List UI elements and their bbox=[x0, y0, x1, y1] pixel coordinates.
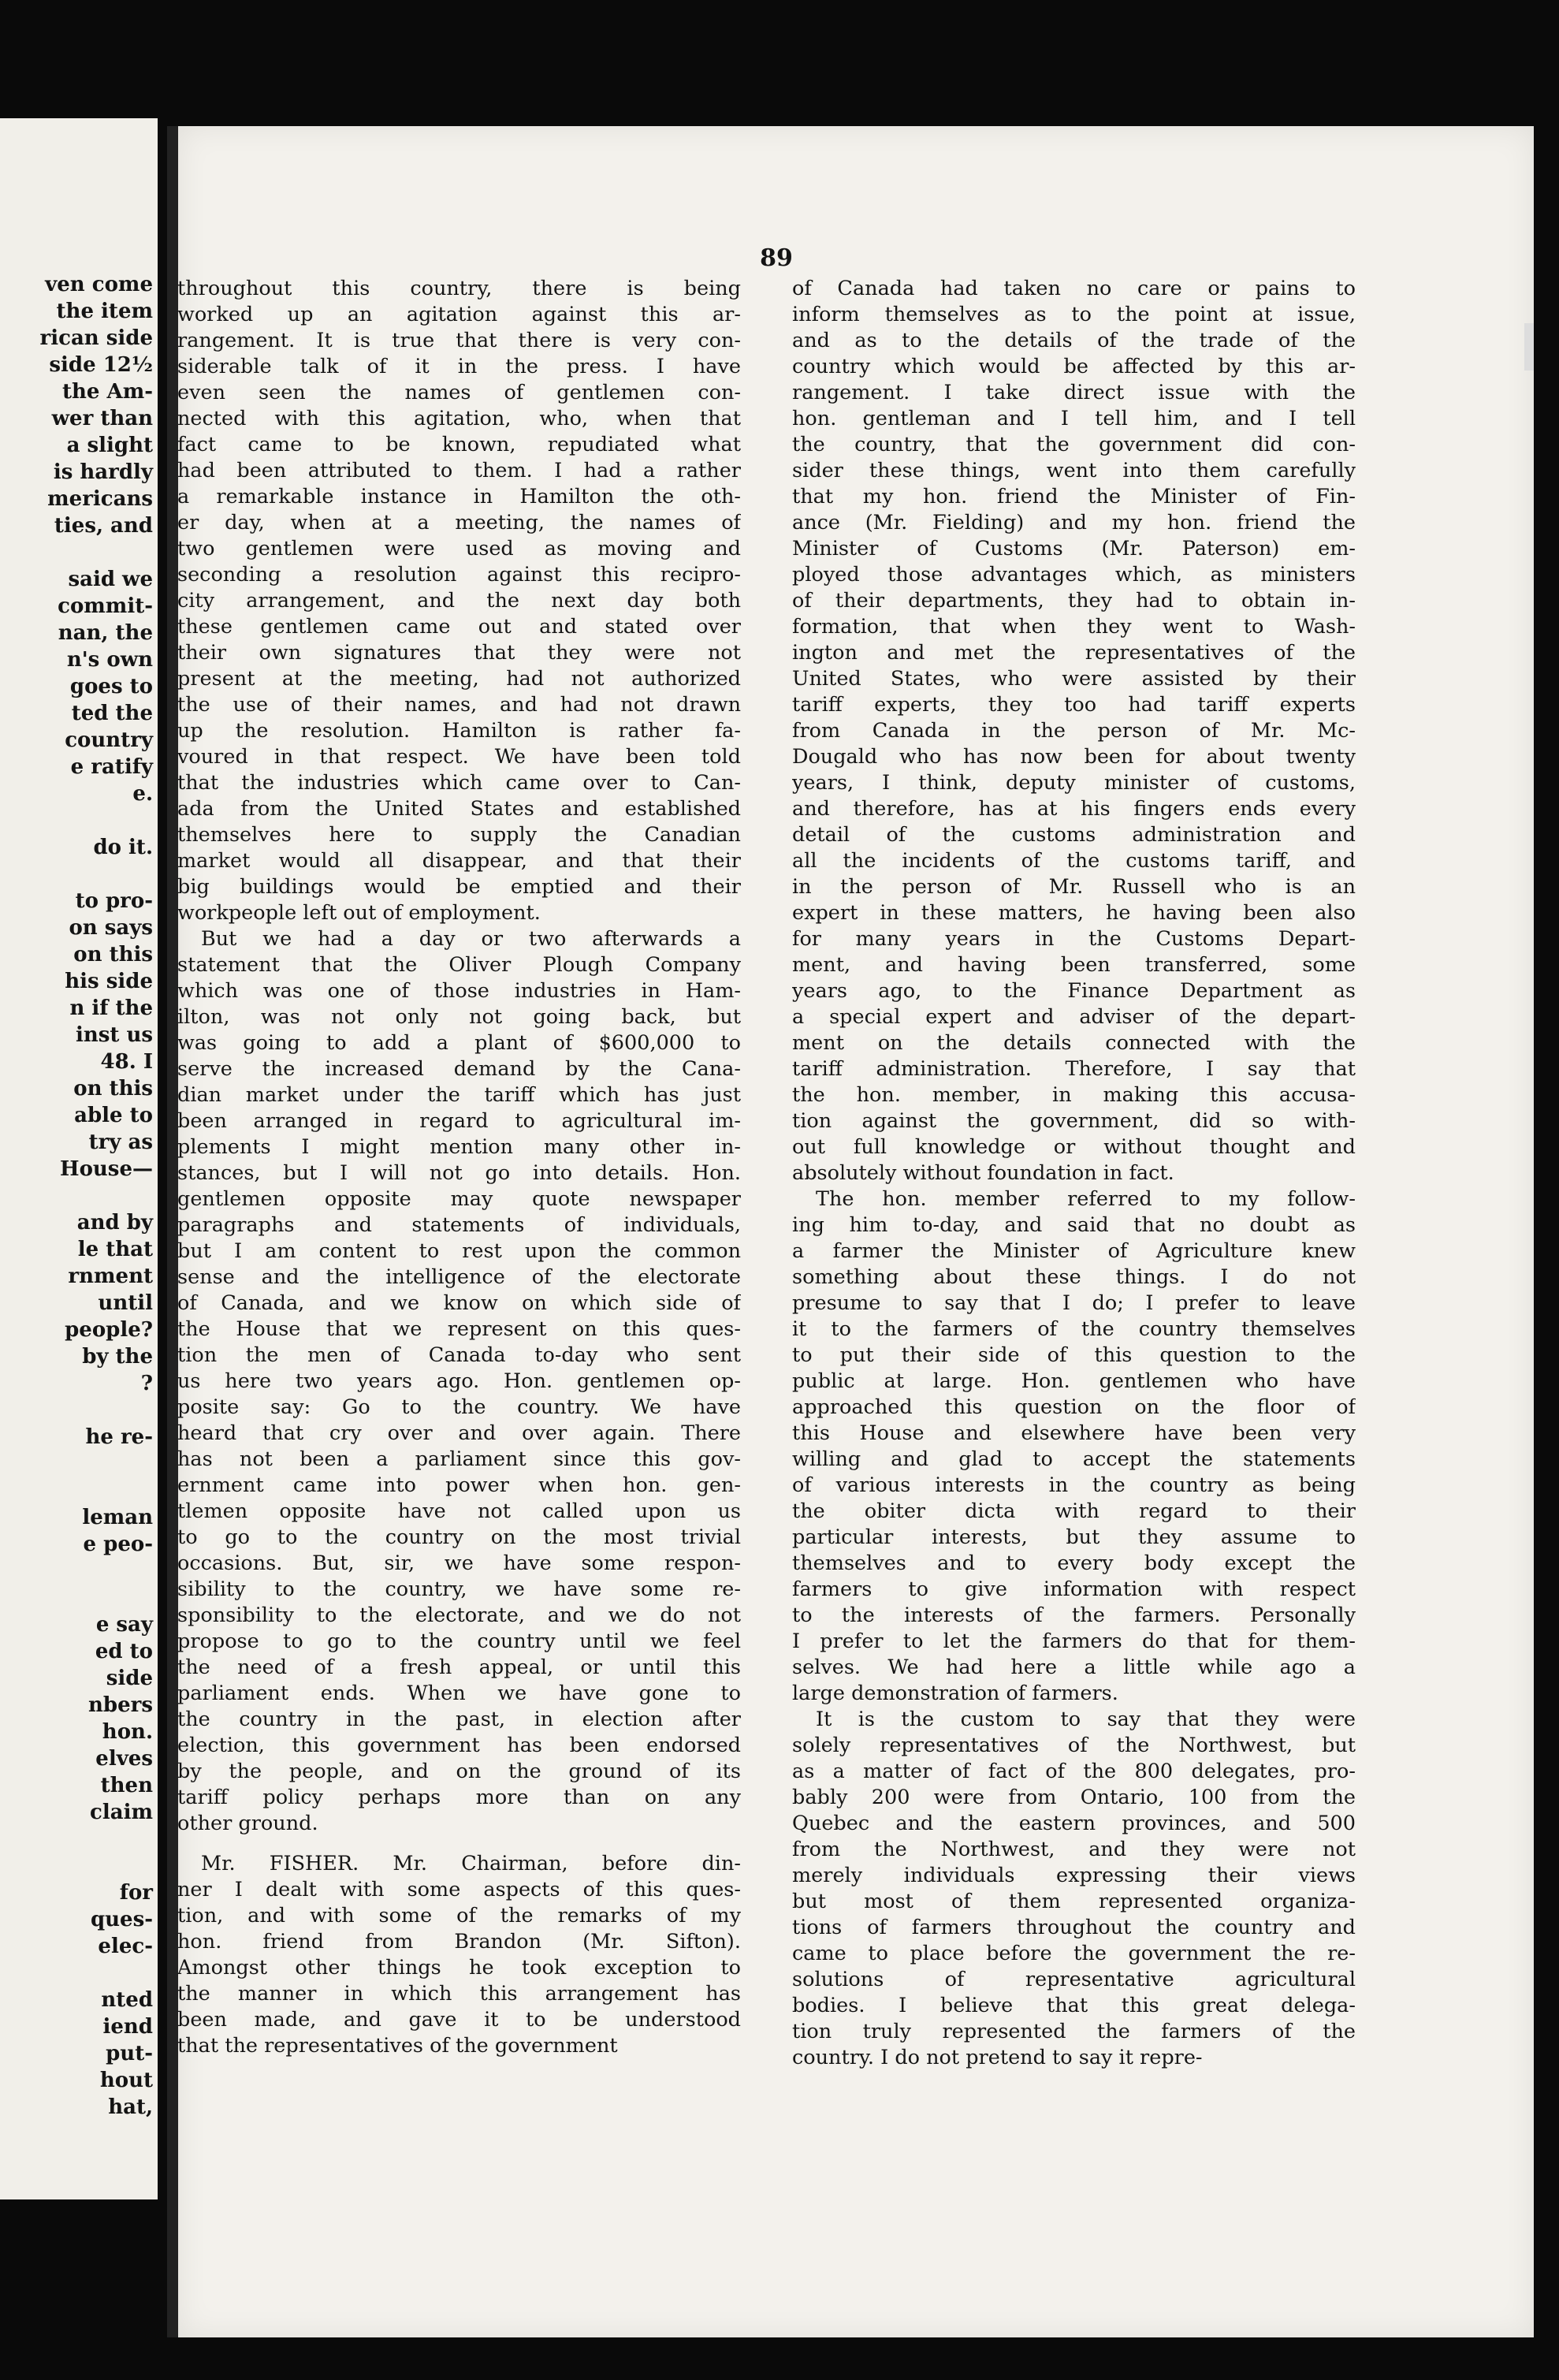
paragraph bbox=[792, 276, 1356, 1186]
fragment-line: rnment bbox=[68, 1264, 153, 1288]
text-line: absolutely without foundation in fact. bbox=[792, 1161, 1174, 1185]
text-line: plements I might mention many other in- bbox=[177, 1135, 741, 1159]
fragment-line: elec- bbox=[98, 1935, 153, 1958]
fragment-line: e. bbox=[132, 782, 153, 806]
text-line: tariff experts, they too had tariff experts bbox=[792, 693, 1356, 717]
text-line: been made, and gave it to be understood bbox=[177, 2008, 741, 2032]
text-line: been arranged in regard to agricultural im- bbox=[177, 1109, 741, 1133]
page-edge-mark bbox=[1524, 323, 1534, 371]
fragment-line: hout bbox=[99, 2069, 153, 2092]
fragment-line: by the bbox=[82, 1345, 153, 1369]
fragment-line: hon. bbox=[102, 1720, 153, 1744]
fragment-line: side 12½ bbox=[49, 353, 153, 377]
text-line: by the people, and on the ground of its bbox=[177, 1760, 741, 1783]
text-line: the need of a fresh appeal, or until this bbox=[177, 1656, 741, 1679]
text-line: gentlemen opposite may quote newspaper bbox=[177, 1187, 741, 1211]
text-line: years ago, to the Finance Department as bbox=[792, 979, 1356, 1003]
text-line: farmers to give information with respect bbox=[792, 1577, 1356, 1601]
text-line: came to place before the government the re- bbox=[792, 1942, 1356, 1965]
text-line: sense and the intelligence of the electorate bbox=[177, 1265, 741, 1289]
fragment-line: and by bbox=[76, 1211, 153, 1235]
text-line: dian market under the tariff which has just bbox=[177, 1083, 741, 1107]
text-line: rangement. I take direct issue with the bbox=[792, 381, 1356, 404]
text-line: United States, who were assisted by their bbox=[792, 667, 1356, 691]
text-line: sider these things, went into them carefully bbox=[792, 459, 1356, 482]
text-line: the obiter dicta with regard to their bbox=[792, 1499, 1356, 1523]
text-line: something about these things. I do not bbox=[792, 1265, 1356, 1289]
text-line: fact came to be known, repudiated what bbox=[177, 433, 741, 456]
fragment-line: n if the bbox=[69, 996, 153, 1020]
paragraph bbox=[177, 276, 741, 926]
fragment-line: n's own bbox=[66, 648, 153, 672]
text-line: their own signatures that they were not bbox=[177, 641, 741, 665]
text-line: parliament ends. When we have gone to bbox=[177, 1682, 741, 1705]
fragment-line: hat, bbox=[108, 2095, 153, 2119]
text-line: ing him to-day, and said that no doubt as bbox=[792, 1213, 1356, 1237]
text-line: the country in the past, in election after bbox=[177, 1708, 741, 1731]
text-line: heard that cry over and over again. There bbox=[177, 1421, 741, 1445]
text-line: siderable talk of it in the press. I have bbox=[177, 355, 741, 378]
text-line: was going to add a plant of $600,000 to bbox=[177, 1031, 741, 1055]
page-number: 89 bbox=[760, 244, 793, 272]
fragment-line: people? bbox=[65, 1318, 153, 1342]
text-line: tariff policy perhaps more than on any bbox=[177, 1786, 741, 1809]
text-line: approached this question on the floor of bbox=[792, 1395, 1356, 1419]
text-line: hon. friend from Brandon (Mr. Sifton). bbox=[177, 1930, 741, 1954]
fragment-line: ed to bbox=[95, 1640, 153, 1663]
text-line: detail of the customs administration and bbox=[792, 823, 1356, 847]
text-line: Minister of Customs (Mr. Paterson) em- bbox=[792, 537, 1356, 561]
fragment-line: on says bbox=[69, 916, 153, 940]
text-line: solely representatives of the Northwest, but bbox=[792, 1734, 1356, 1757]
text-line: sibility to the country, we have some re- bbox=[177, 1577, 741, 1601]
fragment-line: le that bbox=[77, 1238, 153, 1261]
fragment-line: iend bbox=[102, 2015, 153, 2039]
text-line: Amongst other things he took exception to bbox=[177, 1956, 741, 1980]
text-line: Quebec and the eastern provinces, and 500 bbox=[792, 1812, 1356, 1835]
text-line: serve the increased demand by the Cana- bbox=[177, 1057, 741, 1081]
fragment-line: ties, and bbox=[54, 514, 153, 538]
fragment-line: ven come bbox=[45, 273, 153, 296]
text-line: that the representatives of the government bbox=[177, 2034, 618, 2058]
fragment-line: 48. I bbox=[100, 1050, 153, 1074]
text-line: ernment came into power when hon. gen- bbox=[177, 1473, 741, 1497]
paragraph bbox=[177, 1851, 741, 2059]
fragment-line: e say bbox=[95, 1613, 153, 1637]
fragment-line: he re- bbox=[85, 1425, 153, 1449]
text-line: it to the farmers of the country themselves bbox=[792, 1317, 1356, 1341]
text-line: ment, and having been transferred, some bbox=[792, 953, 1356, 977]
text-line: I prefer to let the farmers do that for them- bbox=[792, 1629, 1356, 1653]
text-line: years, I think, deputy minister of customs, bbox=[792, 771, 1356, 795]
fragment-line: rican side bbox=[39, 326, 153, 350]
text-line: of Canada, and we know on which side of bbox=[177, 1291, 741, 1315]
text-line: bably 200 were from Ontario, 100 from the bbox=[792, 1786, 1356, 1809]
fragment-line: goes to bbox=[69, 675, 153, 698]
text-line: of Canada had taken no care or pains to bbox=[792, 277, 1356, 300]
text-line: nected with this agitation, who, when that bbox=[177, 407, 741, 430]
text-line: workpeople left out of employment. bbox=[177, 901, 541, 925]
text-line: to go to the country on the most trivial bbox=[177, 1525, 741, 1549]
text-line: tariff administration. Therefore, I say that bbox=[792, 1057, 1356, 1081]
text-line: public at large. Hon. gentlemen who have bbox=[792, 1369, 1356, 1393]
text-line: ner I dealt with some aspects of this ques- bbox=[177, 1878, 741, 1901]
text-line: the hon. member, in making this accusa- bbox=[792, 1083, 1356, 1107]
text-line: tion the men of Canada to-day who sent bbox=[177, 1343, 741, 1367]
text-line: a special expert and adviser of the depart- bbox=[792, 1005, 1356, 1029]
text-line: occasions. But, sir, we have some respon- bbox=[177, 1551, 741, 1575]
fragment-line: ? bbox=[140, 1372, 153, 1395]
text-line: throughout this country, there is being bbox=[177, 277, 741, 300]
text-line: posite say: Go to the country. We have bbox=[177, 1395, 741, 1419]
text-line: that my hon. friend the Minister of Fin- bbox=[792, 485, 1356, 508]
text-line: The hon. member referred to my follow- bbox=[816, 1187, 1356, 1211]
text-line: from Canada in the person of Mr. Mc- bbox=[792, 719, 1356, 743]
text-line: willing and glad to accept the statements bbox=[792, 1447, 1356, 1471]
fragment-line: a slight bbox=[66, 434, 153, 457]
text-line: merely individuals expressing their views bbox=[792, 1864, 1356, 1887]
text-line: the manner in which this arrangement has bbox=[177, 1982, 741, 2006]
text-line: had been attributed to them. I had a rather bbox=[177, 459, 741, 482]
text-line: themselves and to every body except the bbox=[792, 1551, 1356, 1575]
text-line: statement that the Oliver Plough Company bbox=[177, 953, 741, 977]
text-line: particular interests, but they assume to bbox=[792, 1525, 1356, 1549]
text-line: ment on the details connected with the bbox=[792, 1031, 1356, 1055]
text-line: us here two years ago. Hon. gentlemen op- bbox=[177, 1369, 741, 1393]
text-line: ington and met the representatives of the bbox=[792, 641, 1356, 665]
fragment-line: is hardly bbox=[53, 460, 153, 484]
text-line: for many years in the Customs Depart- bbox=[792, 927, 1356, 951]
fragment-line: commit- bbox=[58, 594, 153, 618]
text-line: er day, when at a meeting, the names of bbox=[177, 511, 741, 534]
text-line: market would all disappear, and that their bbox=[177, 849, 741, 873]
text-line: country. I do not pretend to say it repre- bbox=[792, 2046, 1203, 2069]
fragment-line: do it. bbox=[93, 836, 153, 859]
text-line: bodies. I believe that this great delega- bbox=[792, 1994, 1356, 2017]
text-line: a remarkable instance in Hamilton the oth- bbox=[177, 485, 741, 508]
text-line: solutions of representative agricultural bbox=[792, 1968, 1356, 1991]
text-line: in the person of Mr. Russell who is an bbox=[792, 875, 1356, 899]
text-line: a farmer the Minister of Agriculture knew bbox=[792, 1239, 1356, 1263]
text-line: ployed those advantages which, as ministers bbox=[792, 563, 1356, 587]
text-line: that the industries which came over to Can- bbox=[177, 771, 741, 795]
text-line: tions of farmers throughout the country and bbox=[792, 1916, 1356, 1939]
fragment-line: put- bbox=[106, 2042, 153, 2065]
paragraph bbox=[792, 1186, 1356, 1707]
paragraph bbox=[177, 926, 741, 1837]
fragment-line: on this bbox=[73, 943, 153, 967]
text-line: all the incidents of the customs tariff, and bbox=[792, 849, 1356, 873]
fragment-line: elves bbox=[95, 1747, 153, 1771]
text-line: themselves here to supply the Canadian bbox=[177, 823, 741, 847]
fragment-line: side bbox=[106, 1667, 153, 1690]
text-line: sponsibility to the electorate, and we do not bbox=[177, 1603, 741, 1627]
text-line: to put their side of this question to the bbox=[792, 1343, 1356, 1367]
text-line: stances, but I will not go into details. Hon. bbox=[177, 1161, 741, 1185]
text-line: rangement. It is true that there is very con- bbox=[177, 329, 741, 352]
text-line: to the interests of the farmers. Personally bbox=[792, 1603, 1356, 1627]
text-line: as a matter of fact of the 800 delegates, pro- bbox=[792, 1760, 1356, 1783]
text-line: seconding a resolution against this recipro- bbox=[177, 563, 741, 587]
fragment-line: the Am- bbox=[62, 380, 153, 404]
text-line: ilton, was not only not going back, but bbox=[177, 1005, 741, 1029]
fragment-line: nbers bbox=[88, 1693, 153, 1717]
text-line: present at the meeting, had not authorized bbox=[177, 667, 741, 691]
fragment-line: said we bbox=[68, 568, 153, 591]
fragment-line: the item bbox=[56, 300, 153, 323]
text-line: propose to go to the country until we feel bbox=[177, 1629, 741, 1653]
text-line: presume to say that I do; I prefer to leave bbox=[792, 1291, 1356, 1315]
text-line: city arrangement, and the next day both bbox=[177, 589, 741, 613]
fragment-line: on this bbox=[73, 1077, 153, 1101]
text-line: But we had a day or two afterwards a bbox=[201, 927, 741, 951]
text-line: other ground. bbox=[177, 1812, 318, 1835]
fragment-line: for bbox=[119, 1881, 153, 1905]
fragment-line: wer than bbox=[51, 407, 153, 430]
text-line: It is the custom to say that they were bbox=[816, 1708, 1356, 1731]
right-column bbox=[792, 276, 1356, 2071]
text-line: tion, and with some of the remarks of my bbox=[177, 1904, 741, 1927]
text-line: the use of their names, and had not drawn bbox=[177, 693, 741, 717]
fragment-line: able to bbox=[74, 1104, 153, 1127]
fragment-line: nted bbox=[101, 1988, 153, 2012]
fragment-line: ques- bbox=[90, 1908, 153, 1931]
fragment-line: his side bbox=[65, 970, 153, 993]
text-line: of various interests in the country as being bbox=[792, 1473, 1356, 1497]
text-line: but I am content to rest upon the common bbox=[177, 1239, 741, 1263]
text-line: this House and elsewhere have been very bbox=[792, 1421, 1356, 1445]
text-line: selves. We had here a little while ago a bbox=[792, 1656, 1356, 1679]
fragment-line: try as bbox=[88, 1130, 153, 1154]
text-line: ada from the United States and established bbox=[177, 797, 741, 821]
text-line: inform themselves as to the point at issue, bbox=[792, 303, 1356, 326]
text-line: Mr. FISHER. Mr. Chairman, before din- bbox=[201, 1852, 741, 1875]
text-line: paragraphs and statements of individuals, bbox=[177, 1213, 741, 1237]
text-line: has not been a parliament since this gov- bbox=[177, 1447, 741, 1471]
text-line: tlemen opposite have not called upon us bbox=[177, 1499, 741, 1523]
fragment-line: House— bbox=[60, 1157, 153, 1181]
fragment-line: until bbox=[98, 1291, 153, 1315]
text-line: two gentlemen were used as moving and bbox=[177, 537, 741, 561]
text-line: formation, that when they went to Wash- bbox=[792, 615, 1356, 639]
text-line: tion truly represented the farmers of the bbox=[792, 2020, 1356, 2043]
text-line: worked up an agitation against this ar- bbox=[177, 303, 741, 326]
fragment-line: ted the bbox=[71, 702, 153, 725]
text-line: voured in that respect. We have been told bbox=[177, 745, 741, 769]
paragraph bbox=[792, 1707, 1356, 2071]
text-line: the country, that the government did con- bbox=[792, 433, 1356, 456]
fragment-line: to pro- bbox=[75, 889, 153, 913]
text-line: and therefore, has at his fingers ends every bbox=[792, 797, 1356, 821]
fragment-line: country bbox=[65, 728, 153, 752]
text-line: big buildings would be emptied and their bbox=[177, 875, 741, 899]
text-line: Dougald who has now been for about twenty bbox=[792, 745, 1356, 769]
text-line: out full knowledge or without thought and bbox=[792, 1135, 1356, 1159]
adjacent-page-fragment bbox=[0, 118, 158, 2199]
fragment-line: then bbox=[100, 1774, 153, 1797]
left-column bbox=[177, 276, 741, 2059]
text-line: but most of them represented organiza- bbox=[792, 1890, 1356, 1913]
fragment-line: nan, the bbox=[58, 621, 153, 645]
fragment-line: e peo- bbox=[83, 1533, 153, 1556]
text-line: election, this government has been endorsed bbox=[177, 1734, 741, 1757]
text-line: ance (Mr. Fielding) and my hon. friend the bbox=[792, 511, 1356, 534]
fragment-line: mericans bbox=[47, 487, 153, 511]
text-line: up the resolution. Hamilton is rather fa- bbox=[177, 719, 741, 743]
text-line: which was one of those industries in Ham- bbox=[177, 979, 741, 1003]
text-line: of their departments, they had to obtain in- bbox=[792, 589, 1356, 613]
text-line: large demonstration of farmers. bbox=[792, 1682, 1118, 1705]
text-line: hon. gentleman and I tell him, and I tell bbox=[792, 407, 1356, 430]
fragment-line: leman bbox=[82, 1506, 153, 1529]
text-line: expert in these matters, he having been also bbox=[792, 901, 1356, 925]
text-line: country which would be affected by this ar- bbox=[792, 355, 1356, 378]
fragment-line: inst us bbox=[75, 1023, 153, 1047]
text-line: tion against the government, did so with- bbox=[792, 1109, 1356, 1133]
text-line: even seen the names of gentlemen con- bbox=[177, 381, 741, 404]
fragment-line: e ratify bbox=[70, 755, 153, 779]
text-line: these gentlemen came out and stated over bbox=[177, 615, 741, 639]
text-line: and as to the details of the trade of the bbox=[792, 329, 1356, 352]
text-line: from the Northwest, and they were not bbox=[792, 1838, 1356, 1861]
text-line: the House that we represent on this ques- bbox=[177, 1317, 741, 1341]
paragraph-gap bbox=[177, 1837, 741, 1851]
fragment-line: claim bbox=[90, 1801, 153, 1824]
